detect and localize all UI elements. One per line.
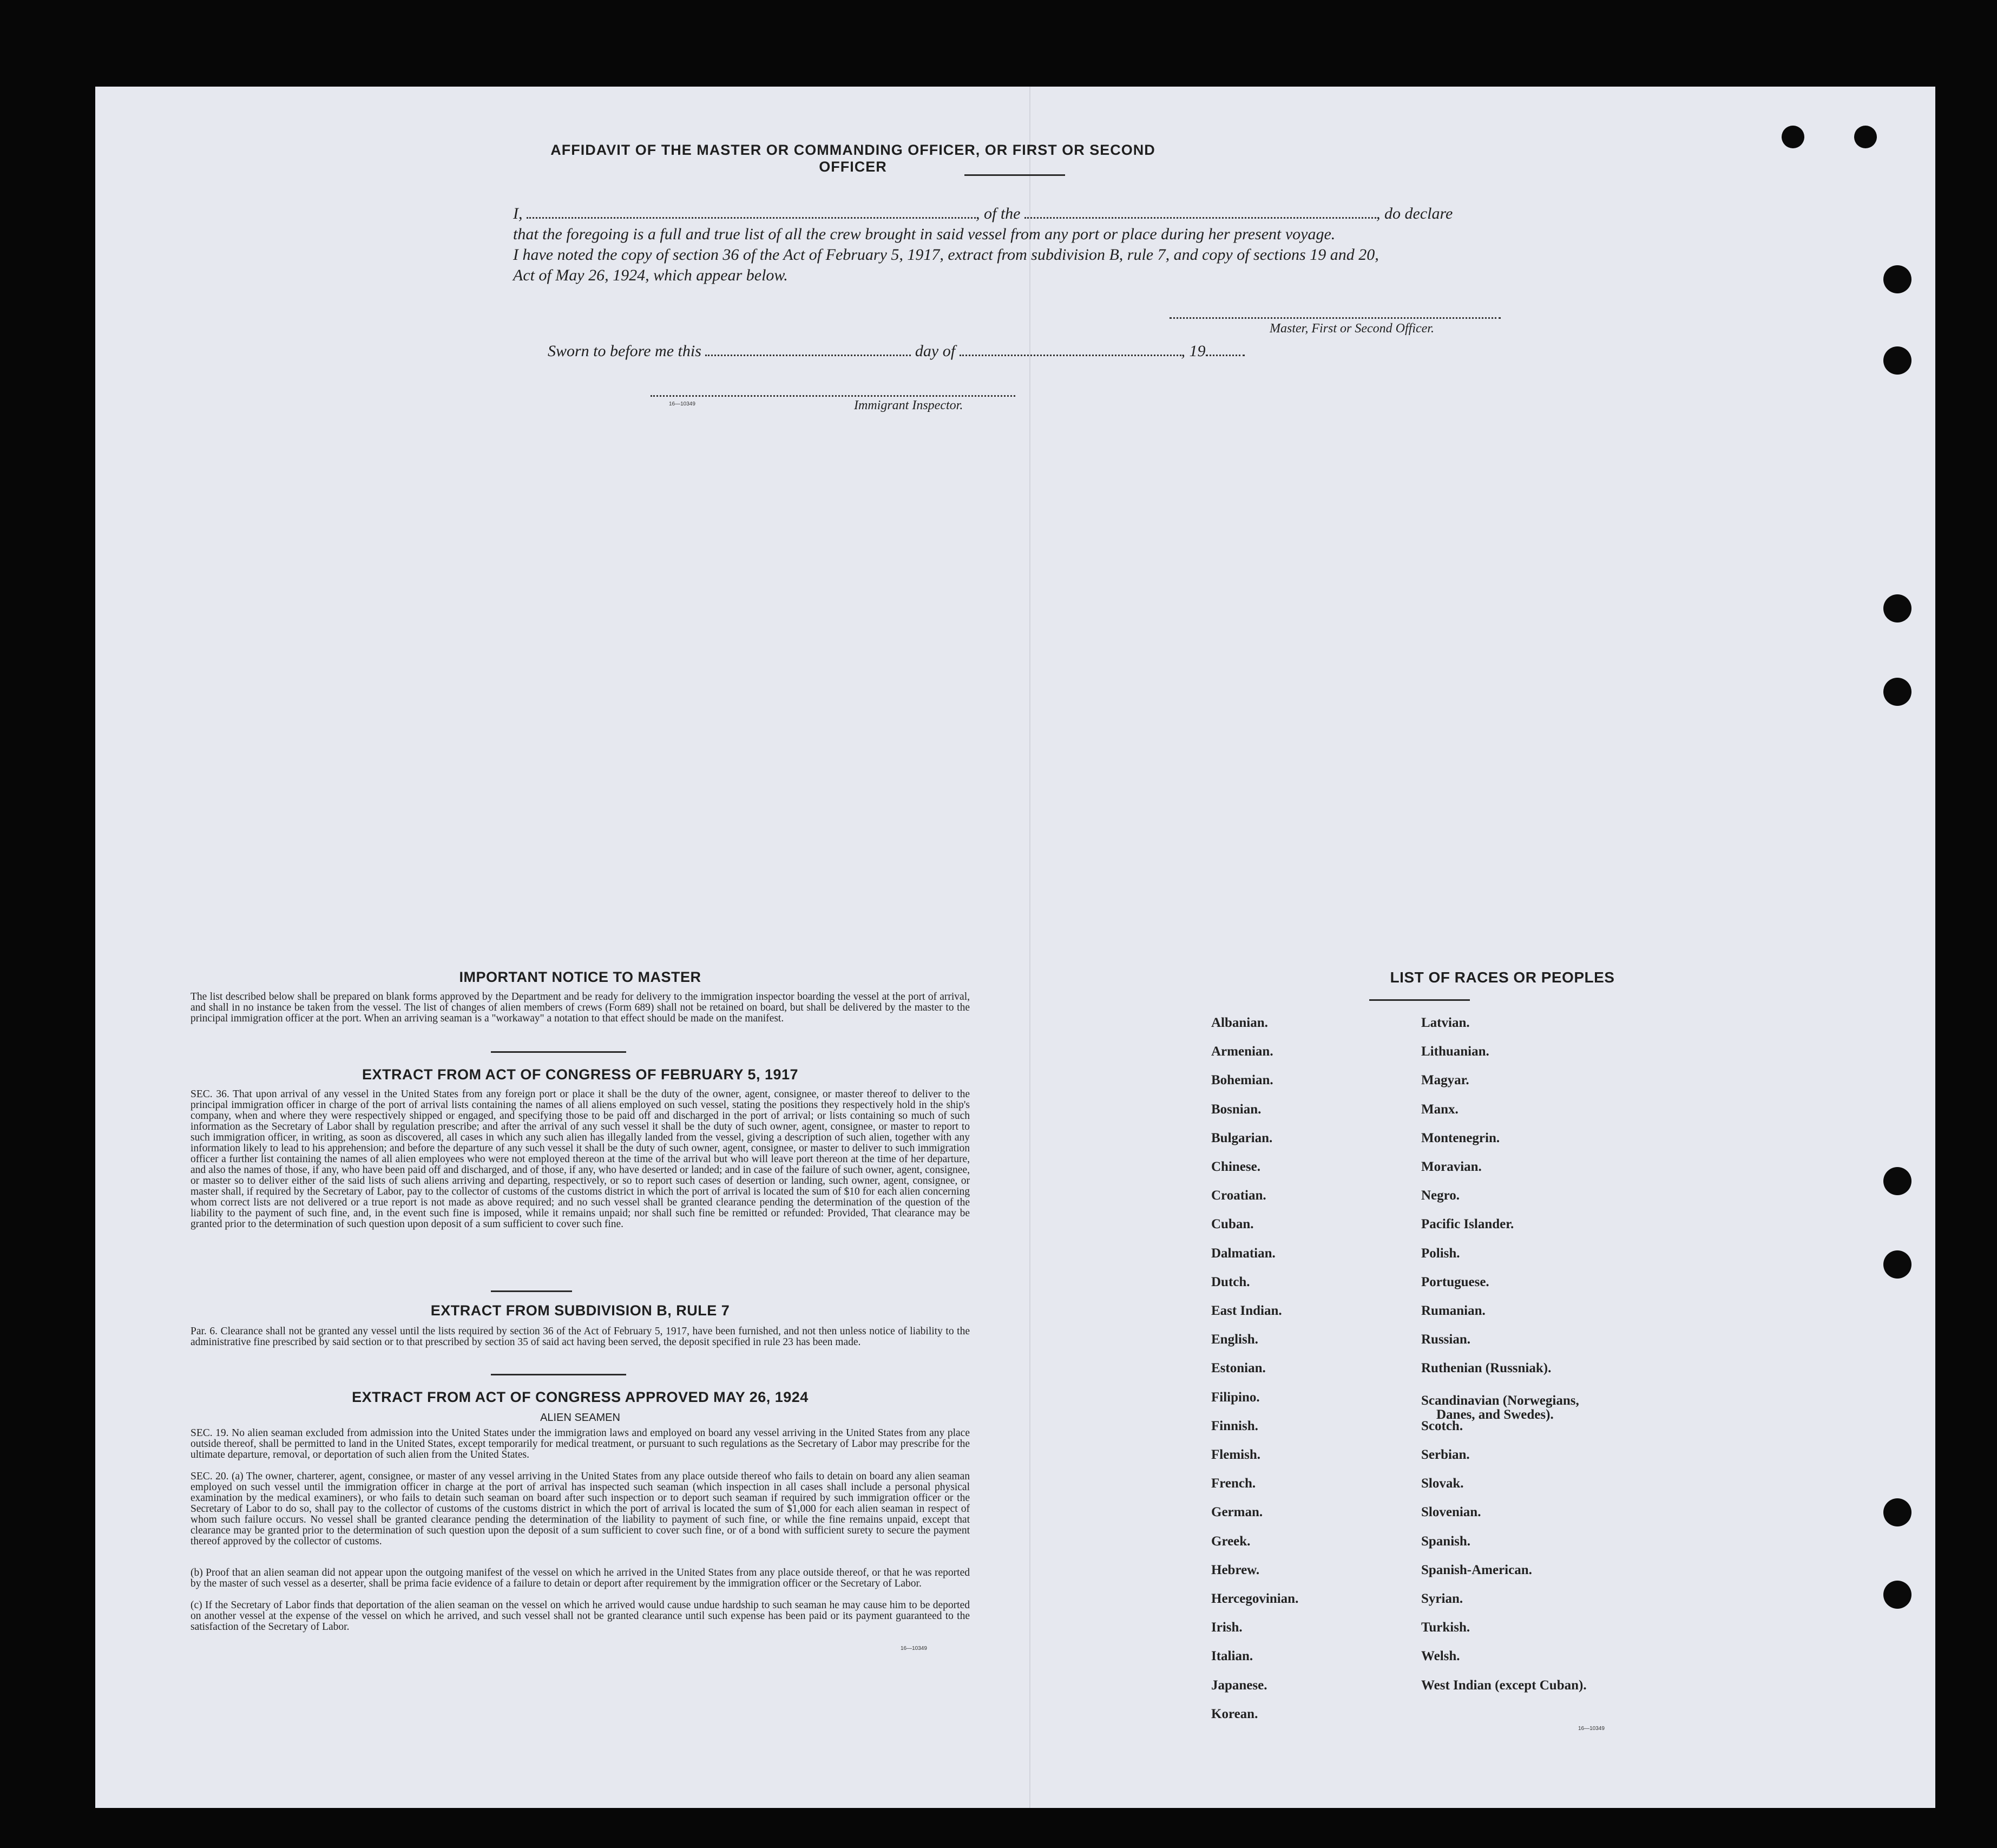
race-item: Pacific Islander.: [1421, 1217, 1514, 1232]
race-item: Flemish.: [1211, 1447, 1260, 1462]
race-item: Japanese.: [1211, 1677, 1267, 1693]
race-item: Spanish.: [1421, 1534, 1471, 1549]
declaration-line-4: Act of May 26, 1924, which appear below.: [513, 266, 788, 284]
punch-hole: [1854, 126, 1877, 148]
i-label: I,: [513, 205, 523, 222]
rule7-title: EXTRACT FROM SUBDIVISION B, RULE 7: [430, 1302, 730, 1319]
race-item: Filipino.: [1211, 1390, 1260, 1405]
race-item: English.: [1211, 1332, 1258, 1347]
race-item: Manx.: [1421, 1102, 1459, 1117]
affidavit-title-rule: [964, 174, 1065, 176]
master-caption: Master, First or Second Officer.: [1270, 322, 1434, 336]
race-item: Montenegrin.: [1421, 1130, 1500, 1145]
notice-rule: [491, 1051, 626, 1053]
sworn-label: Sworn to before me this: [548, 342, 701, 360]
race-item: Scotch.: [1421, 1418, 1463, 1433]
sworn-line: [548, 342, 1245, 361]
race-item: Irish.: [1211, 1620, 1243, 1635]
sworn-month-field[interactable]: [960, 355, 1181, 356]
races-form-number: 16—10349: [1578, 1726, 1605, 1732]
notice-title: IMPORTANT NOTICE TO MASTER: [459, 969, 701, 985]
race-item: Russian.: [1421, 1332, 1471, 1347]
punch-hole: [1883, 346, 1911, 375]
race-item: Dalmatian.: [1211, 1246, 1276, 1261]
extract-1917-title: EXTRACT FROM ACT OF CONGRESS OF FEBRUARY 5, 1917: [362, 1066, 799, 1083]
extract-form-number: 16—10349: [901, 1646, 927, 1652]
sworn-day-field[interactable]: [705, 355, 911, 356]
punch-hole: [1883, 678, 1911, 706]
declaration-line-1: [513, 205, 1617, 223]
race-item: Chinese.: [1211, 1159, 1260, 1174]
rule7-text: Par. 6. Clearance shall not be granted any vessel until the lists required by section 36 of the Act of February 5, 1917, have been furnished, and not then unless notice of liability to the administrative fine prescribed by said section or to that prescribed by section 35 of said act having been served, the deposit specified in rule 23 has been made.: [190, 1326, 970, 1348]
inspector-signature-line[interactable]: [651, 395, 1015, 397]
race-item: Italian.: [1211, 1649, 1253, 1664]
declaration-line-2: that the foregoing is a full and true list of all the crew brought in said vessel from any port or place during her present voyage.: [513, 225, 1336, 243]
race-item: West Indian (except Cuban).: [1421, 1677, 1587, 1693]
sec20a-text: SEC. 20. (a) The owner, charterer, agent, consignee, or master of any vessel arriving in the United States from any place outside thereof who fails to detain on board any alien seaman employed on such vessel until the immigration officer in charge at the port of arrival has inspected such seaman (which inspection in all cases shall include a personal physical examination by the medical examiners), or who fails to detain such seaman on board after such inspection or to deport such seaman if required by such immigration officer or the Secretary of Labor to do so, shall pay to the collector of customs of the customs district in which the port of arrival is located the sum of $1,000 for each alien seaman in respect of whom such failure occurs. No vessel shall be granted clearance pending the determination of the liability to payment of such fine, or while the fine remains unpaid, except that clearance may be granted prior to the determination of such question upon the deposit of a sum sufficient to cover such fine, or of a bond with sufficient surety to secure the payment thereof approved by the collector of customs.: [190, 1471, 970, 1547]
year-prefix: , 19: [1181, 342, 1206, 360]
race-item: Hercegovinian.: [1211, 1591, 1299, 1606]
vessel-field[interactable]: [1024, 217, 1376, 219]
race-item: Spanish-American.: [1421, 1562, 1532, 1577]
punch-hole: [1883, 1167, 1911, 1195]
punch-hole: [1883, 265, 1911, 293]
document-sheet: [95, 87, 1935, 1808]
race-item: Bohemian.: [1211, 1073, 1273, 1088]
race-item: Finnish.: [1211, 1418, 1258, 1433]
name-field[interactable]: [527, 217, 976, 219]
race-item: Scandinavian (Norwegians,: [1421, 1393, 1579, 1408]
race-item: Korean.: [1211, 1706, 1258, 1721]
affidavit-title: AFFIDAVIT OF THE MASTER OR COMMANDING OFFICER, OR FIRST OR SECOND OFFICER: [550, 142, 1155, 175]
races-rule: [1369, 999, 1470, 1001]
race-item: Slovenian.: [1421, 1505, 1481, 1520]
affidavit-form-number: 16—10349: [669, 401, 695, 407]
race-item: Bosnian.: [1211, 1102, 1262, 1117]
race-item: East Indian.: [1211, 1303, 1282, 1318]
master-signature-line[interactable]: [1170, 317, 1501, 319]
do-declare-label: , do declare: [1376, 205, 1453, 222]
race-item: Armenian.: [1211, 1044, 1273, 1059]
race-item: Lithuanian.: [1421, 1044, 1489, 1059]
race-item: Slovak.: [1421, 1476, 1464, 1491]
race-item: Portuguese.: [1421, 1274, 1489, 1289]
race-item: Bulgarian.: [1211, 1130, 1273, 1145]
punch-hole: [1782, 126, 1804, 148]
of-the-label: , of the: [976, 205, 1021, 222]
race-item: Danes, and Swedes).: [1436, 1407, 1554, 1422]
race-item: Cuban.: [1211, 1217, 1254, 1232]
race-item: Latvian.: [1421, 1015, 1470, 1030]
day-of-label: day of: [915, 342, 956, 360]
race-item: Rumanian.: [1421, 1303, 1486, 1318]
extract-1924-title: EXTRACT FROM ACT OF CONGRESS APPROVED MAY 26, 1924: [352, 1389, 809, 1405]
race-item: Serbian.: [1421, 1447, 1470, 1462]
sec20b-text: (b) Proof that an alien seaman did not appear upon the outgoing manifest of the vessel on which he arrived in the United States from any place outside thereof, or that he was reported by the master of such vessel as a deserter, shall be prima facie evidence of a failure to detain or deport after requirement by the immigration officer or the Secretary of Labor.: [190, 1567, 970, 1589]
race-item: Welsh.: [1421, 1649, 1460, 1664]
race-item: French.: [1211, 1476, 1256, 1491]
race-item: Dutch.: [1211, 1274, 1250, 1289]
race-item: German.: [1211, 1505, 1263, 1520]
race-item: Syrian.: [1421, 1591, 1463, 1606]
punch-hole: [1883, 1581, 1911, 1609]
race-item: Greek.: [1211, 1534, 1251, 1549]
race-item: Ruthenian (Russniak).: [1421, 1361, 1552, 1376]
race-item: Negro.: [1421, 1188, 1460, 1203]
sec19-text: SEC. 19. No alien seaman excluded from admission into the United States under the immigration laws and employed on board any vessel arriving in the United States from any place outside thereof, shall be permitted to land in the United States, except temporarily for medical treatment, or pursuant to such regulations as the Secretary of Labor may prescribe for the ultimate departure, removal, or deportation of such alien from the United States.: [190, 1427, 970, 1460]
notice-text: The list described below shall be prepared on blank forms approved by the Department and be ready for delivery to the immigration inspector boarding the vessel at the port of arrival, and shall in no instance be taken from the vessel. The list of changes of alien members of crews (Form 689) shall not be retained on board, but shall be delivered by the master to the principal immigration officer at the port. When an arriving seaman is a "workaway" a notation to that effect should be made on the manifest.: [190, 991, 970, 1024]
sworn-year-field[interactable]: [1206, 355, 1245, 356]
race-item: Magyar.: [1421, 1073, 1469, 1088]
race-item: Polish.: [1421, 1246, 1460, 1261]
race-item: Turkish.: [1421, 1620, 1470, 1635]
race-item: Albanian.: [1211, 1015, 1268, 1030]
inspector-caption: Immigrant Inspector.: [854, 398, 963, 412]
races-title: LIST OF RACES OR PEOPLES: [1390, 969, 1615, 986]
rule7-rule: [491, 1374, 626, 1375]
race-item: Moravian.: [1421, 1159, 1482, 1174]
punch-hole: [1883, 1250, 1911, 1279]
race-item: Hebrew.: [1211, 1562, 1260, 1577]
sec20c-text: (c) If the Secretary of Labor finds that deportation of the alien seaman on the vessel on which he arrived would cause undue hardship to such seaman he may cause him to be deported on another vessel at the expense of the vessel on which he arrived, and such vessel shall not be granted clearance until such expense has been paid or its payment guaranteed to the satisfaction of the Secretary of Labor.: [190, 1600, 970, 1633]
alien-seamen-subtitle: ALIEN SEAMEN: [540, 1412, 620, 1424]
extract-1917-rule: [491, 1290, 572, 1292]
declaration-line-3: I have noted the copy of section 36 of the Act of February 5, 1917, extract from subdivision B, rule 7, and copy of sections 19 and 20,: [513, 246, 1379, 264]
race-item: Estonian.: [1211, 1361, 1266, 1376]
punch-hole: [1883, 1498, 1911, 1526]
extract-1917-text: SEC. 36. That upon arrival of any vessel in the United States from any foreign port or place it shall be the duty of the owner, agent, consignee, or master thereof to deliver to the principal immigration officer in charge of the port of arrival lists containing the names of all aliens employed on such vessel, stating the positions they respectively hold in the ship's company, when and where they were respectively shipped or engaged, and specifying those to be paid off and discharged in the port of arrival; or lists containing so much of such information as the Secretary of Labor shall by regulation prescribe; and after the arrival of any such vessel it shall be the duty of such owner, agent, consignee, or master to report to such immigration officer, in writing, as soon as discovered, all cases in which any such alien has illegally landed from the vessel, giving a description of such alien, together with any information likely to lead to his apprehension; and before the departure of any such vessel it shall be the duty of such owner, agent, consignee, or master to deliver to such immigration officer a further list containing the names of all alien employees who were not employed thereon at the time of the arrival but who will leave port thereon at the time of her departure, and also the names of those, if any, who have been paid off and discharged, and of those, if any, who have deserted or landed; and in case of the failure of such owner, agent, consignee, or master so to deliver either of the said lists of such aliens arriving and departing, respectively, or so to report such cases of desertion or landing, such owner, agent, consignee, or master shall, if required by the Secretary of Labor, pay to the collector of customs of the customs district in which the port of arrival is located the sum of $10 for each alien concerning whom correct lists are not delivered or a true report is not made as above required; and no such vessel shall be granted clearance pending the determination of the question of the liability to the payment of such fine, and, in the event such fine is imposed, while it remains unpaid; nor shall such fine be remitted or refunded: Provided, That clearance may be granted prior to the determination of such question upon deposit of a sum sufficient to cover such fine.: [190, 1089, 970, 1230]
punch-hole: [1883, 594, 1911, 622]
race-item: Croatian.: [1211, 1188, 1266, 1203]
